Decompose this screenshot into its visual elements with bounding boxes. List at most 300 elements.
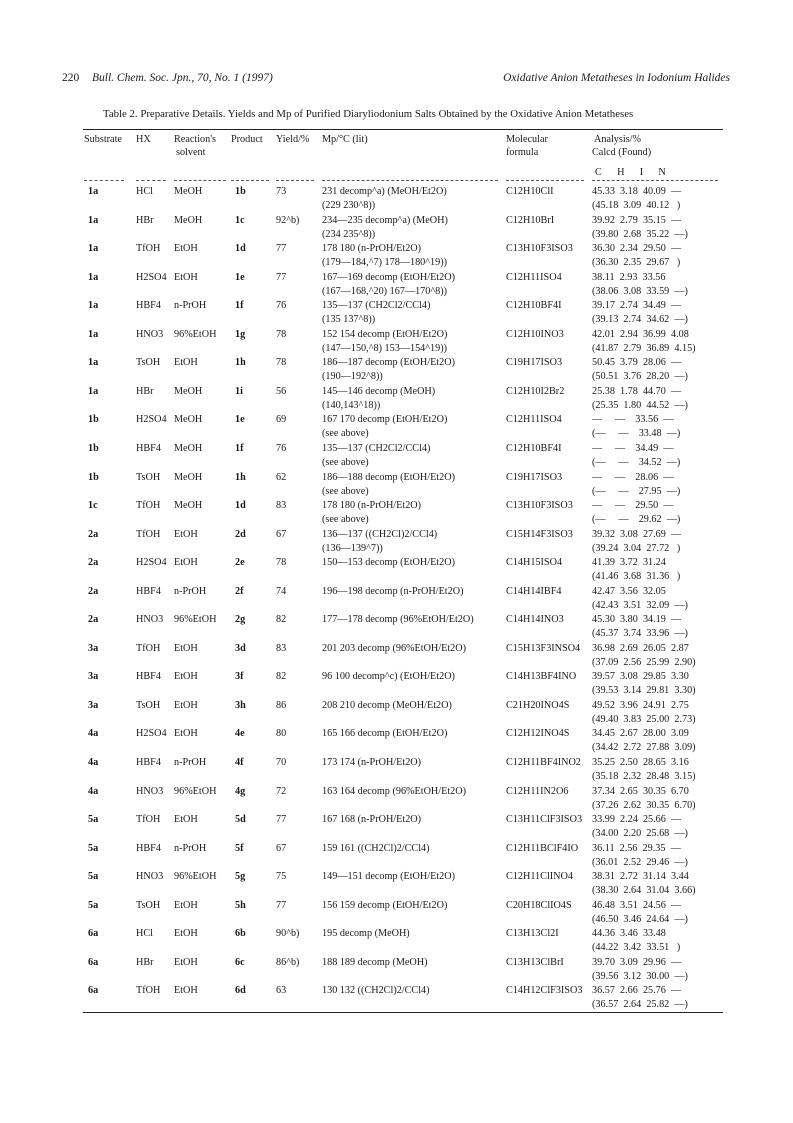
cell-lit: (see above) bbox=[322, 514, 369, 526]
table-row bbox=[0, 814, 793, 844]
cell-yield: 82 bbox=[276, 614, 287, 626]
cell-solvent: 96%EtOH bbox=[174, 871, 217, 883]
col-header-solvent-1: Reaction's bbox=[174, 134, 217, 145]
cell-hx: HBr bbox=[136, 956, 154, 968]
cell-lit: (167—168,^20) 167—170^8)) bbox=[322, 285, 448, 297]
cell-product: 1c bbox=[235, 214, 245, 226]
cell-found: (35.18 2.32 28.48 3.15) bbox=[592, 771, 696, 782]
cell-yield: 77 bbox=[276, 243, 287, 255]
cell-yield: 77 bbox=[276, 271, 287, 283]
cell-yield: 86 bbox=[276, 699, 287, 711]
cell-formula: C12H11ClINO4 bbox=[506, 871, 573, 883]
cell-substrate: 2a bbox=[88, 528, 99, 540]
cell-formula: C19H17ISO3 bbox=[506, 471, 563, 483]
cell-substrate: 1a bbox=[88, 357, 99, 369]
cell-lit: (147—150,^8) 153—154^19)) bbox=[322, 342, 448, 354]
cell-product: 5d bbox=[235, 814, 246, 826]
cell-hx: TfOH bbox=[136, 528, 161, 540]
cell-calcd: 38.11 2.93 33.56 bbox=[592, 271, 666, 283]
cell-substrate: 1a bbox=[88, 300, 99, 312]
cell-mp: 152 154 decomp (EtOH/Et2O) bbox=[322, 328, 448, 340]
table-row bbox=[0, 329, 793, 359]
cell-formula: C14H13BF4INO bbox=[506, 671, 577, 683]
cell-calcd: 39.32 3.08 27.69 — bbox=[592, 528, 682, 540]
cell-found: (34.00 2.20 25.68 —) bbox=[592, 828, 688, 840]
cell-yield: 77 bbox=[276, 899, 287, 911]
cell-substrate: 3a bbox=[88, 699, 99, 711]
cell-solvent: EtOH bbox=[174, 899, 198, 911]
table-row bbox=[0, 671, 793, 701]
cell-hx: TfOH bbox=[136, 642, 161, 654]
cell-mp: 178 180 (n-PrOH/Et2O) bbox=[322, 500, 422, 512]
cell-calcd: 45.30 3.80 34.19 — bbox=[592, 614, 682, 626]
cell-yield: 70 bbox=[276, 757, 287, 768]
cell-product: 5f bbox=[235, 842, 244, 854]
col-header-yield: Yield/% bbox=[276, 134, 310, 145]
table-row bbox=[0, 728, 793, 758]
cell-solvent: EtOH bbox=[174, 928, 198, 940]
cell-substrate: 1b bbox=[88, 442, 99, 454]
cell-yield: 83 bbox=[276, 500, 287, 512]
cell-hx: H2SO4 bbox=[136, 728, 167, 740]
table-row bbox=[0, 215, 793, 245]
cell-lit: (see above) bbox=[322, 428, 369, 440]
cell-substrate: 5a bbox=[88, 814, 99, 826]
cell-product: 2d bbox=[235, 528, 246, 540]
cell-calcd: — — 34.49 — bbox=[592, 442, 674, 454]
cell-substrate: 6a bbox=[88, 928, 99, 940]
cell-formula: C13H13Cl2I bbox=[506, 928, 559, 940]
cell-product: 1h bbox=[235, 357, 246, 369]
cell-found: (42.43 3.51 32.09 —) bbox=[592, 599, 688, 611]
cell-mp: 135—137 (CH2Cl2/CCl4) bbox=[322, 442, 431, 454]
col-header-elements: C H I N bbox=[595, 167, 666, 178]
cell-found: (50.51 3.76 28.20 —) bbox=[592, 371, 688, 383]
col-header-formula-1: Molecular bbox=[506, 134, 548, 145]
cell-calcd: 36.30 2.34 29.50 — bbox=[592, 243, 682, 255]
cell-mp: 135—137 (CH2Cl2/CCl4) bbox=[322, 300, 431, 312]
cell-found: (25.35 1.80 44.52 —) bbox=[592, 399, 688, 411]
header-underline bbox=[322, 180, 498, 181]
cell-hx: TfOH bbox=[136, 500, 161, 512]
cell-found: (— — 27.95 —) bbox=[592, 485, 681, 497]
cell-calcd: 39.57 3.08 29.85 3.30 bbox=[592, 671, 689, 683]
cell-product: 1d bbox=[235, 243, 246, 255]
cell-product: 1f bbox=[235, 300, 244, 312]
cell-mp: 136—137 ((CH2Cl)2/CCl4) bbox=[322, 528, 438, 540]
cell-solvent: EtOH bbox=[174, 243, 198, 255]
cell-mp: 150—153 decomp (EtOH/Et2O) bbox=[322, 557, 455, 569]
cell-mp: 145—146 decomp (MeOH) bbox=[322, 385, 436, 397]
cell-mp: 195 decomp (MeOH) bbox=[322, 928, 410, 940]
table-row bbox=[0, 614, 793, 644]
cell-product: 3f bbox=[235, 671, 244, 683]
cell-substrate: 2a bbox=[88, 614, 99, 626]
cell-product: 1b bbox=[235, 186, 246, 197]
cell-substrate: 4a bbox=[88, 728, 99, 740]
cell-calcd: 45.33 3.18 40.09 — bbox=[592, 186, 682, 197]
table-row bbox=[0, 386, 793, 416]
cell-found: (45.18 3.09 40.12 ) bbox=[592, 200, 681, 211]
cell-calcd: 25.38 1.78 44.70 — bbox=[592, 385, 682, 397]
cell-solvent: EtOH bbox=[174, 357, 198, 369]
header-underline bbox=[506, 180, 584, 181]
cell-solvent: EtOH bbox=[174, 671, 198, 683]
cell-formula: C13H11ClF3ISO3 bbox=[506, 814, 583, 826]
cell-hx: HBF4 bbox=[136, 671, 161, 683]
cell-calcd: 50.45 3.79 28.06 — bbox=[592, 357, 682, 369]
cell-yield: 67 bbox=[276, 842, 287, 854]
cell-calcd: 46.48 3.51 24.56 — bbox=[592, 899, 682, 911]
cell-product: 1i bbox=[235, 385, 243, 397]
journal-citation: Bull. Chem. Soc. Jpn., 70, No. 1 (1997) bbox=[92, 72, 273, 84]
cell-lit: (229 230^8)) bbox=[322, 200, 376, 211]
cell-solvent: n-PrOH bbox=[174, 585, 207, 597]
cell-calcd: — — 29.50 — bbox=[592, 500, 674, 512]
cell-mp: 165 166 decomp (EtOH/Et2O) bbox=[322, 728, 448, 740]
cell-mp: 96 100 decomp^c) (EtOH/Et2O) bbox=[322, 671, 455, 683]
cell-calcd: 44.36 3.46 33.48 bbox=[592, 928, 666, 940]
cell-substrate: 5a bbox=[88, 899, 99, 911]
cell-calcd: 39.92 2.79 35.15 — bbox=[592, 214, 682, 226]
table-row bbox=[0, 272, 793, 302]
cell-mp: 167 168 (n-PrOH/Et2O) bbox=[322, 814, 422, 826]
table-row bbox=[0, 871, 793, 901]
cell-calcd: 42.01 2.94 36.99 4.08 bbox=[592, 328, 689, 340]
cell-yield: 80 bbox=[276, 728, 287, 740]
cell-hx: TfOH bbox=[136, 814, 161, 826]
cell-product: 1d bbox=[235, 500, 246, 512]
header-underline bbox=[174, 180, 226, 181]
cell-formula: C12H11IN2O6 bbox=[506, 785, 569, 797]
cell-product: 2g bbox=[235, 614, 246, 626]
cell-formula: C12H10ClI bbox=[506, 186, 554, 197]
table-row bbox=[0, 928, 793, 958]
cell-solvent: EtOH bbox=[174, 728, 198, 740]
col-header-analysis-1: Analysis/% bbox=[594, 134, 641, 145]
cell-product: 5g bbox=[235, 871, 246, 883]
table-row bbox=[0, 786, 793, 816]
cell-hx: HCl bbox=[136, 928, 153, 940]
cell-lit: (179—184,^7) 178—180^19)) bbox=[322, 257, 448, 269]
cell-hx: TsOH bbox=[136, 899, 161, 911]
cell-hx: HBF4 bbox=[136, 757, 161, 768]
cell-yield: 74 bbox=[276, 585, 287, 597]
cell-hx: TsOH bbox=[136, 357, 161, 369]
cell-lit: (135 137^8)) bbox=[322, 314, 376, 326]
cell-yield: 72 bbox=[276, 785, 287, 797]
cell-hx: HBF4 bbox=[136, 585, 161, 597]
cell-calcd: 38.31 2.72 31.14 3.44 bbox=[592, 871, 689, 883]
cell-calcd: 36.98 2.69 26.05 2.87 bbox=[592, 642, 689, 654]
cell-formula: C12H10BF4I bbox=[506, 300, 562, 312]
cell-found: (— — 29.62 —) bbox=[592, 514, 681, 526]
table-row bbox=[0, 243, 793, 273]
cell-formula: C14H14IBF4 bbox=[506, 585, 562, 597]
cell-found: (— — 34.52 —) bbox=[592, 456, 681, 468]
cell-found: (36.57 2.64 25.82 —) bbox=[592, 999, 688, 1011]
table-row bbox=[0, 586, 793, 616]
cell-mp: 201 203 decomp (96%EtOH/Et2O) bbox=[322, 642, 467, 654]
cell-hx: HBr bbox=[136, 214, 154, 226]
cell-hx: HNO3 bbox=[136, 871, 164, 883]
cell-found: (38.30 2.64 31.04 3.66) bbox=[592, 885, 696, 897]
cell-product: 4e bbox=[235, 728, 245, 740]
table-row bbox=[0, 357, 793, 387]
cell-lit: (see above) bbox=[322, 456, 369, 468]
cell-found: (41.46 3.68 31.36 ) bbox=[592, 571, 681, 583]
cell-found: (37.26 2.62 30.35 6.70) bbox=[592, 799, 696, 811]
cell-formula: C12H11ISO4 bbox=[506, 414, 562, 426]
cell-mp: 149—151 decomp (EtOH/Et2O) bbox=[322, 871, 455, 883]
cell-mp: 167 170 decomp (EtOH/Et2O) bbox=[322, 414, 448, 426]
cell-found: (38.06 3.08 33.59 —) bbox=[592, 285, 688, 297]
cell-calcd: 39.70 3.09 29.96 — bbox=[592, 956, 682, 968]
cell-formula: C12H10INO3 bbox=[506, 328, 564, 340]
cell-hx: HNO3 bbox=[136, 328, 164, 340]
cell-product: 4f bbox=[235, 757, 244, 768]
cell-calcd: — — 33.56 — bbox=[592, 414, 674, 426]
table-row bbox=[0, 757, 793, 787]
header-underline bbox=[592, 180, 718, 181]
cell-solvent: EtOH bbox=[174, 642, 198, 654]
cell-mp: 163 164 decomp (96%EtOH/Et2O) bbox=[322, 785, 467, 797]
cell-yield: 67 bbox=[276, 528, 287, 540]
cell-yield: 83 bbox=[276, 642, 287, 654]
table-top-rule bbox=[83, 129, 723, 130]
cell-solvent: 96%EtOH bbox=[174, 785, 217, 797]
cell-formula: C12H12INO4S bbox=[506, 728, 570, 740]
cell-yield: 86^b) bbox=[276, 956, 300, 968]
cell-calcd: 36.57 2.66 25.76 — bbox=[592, 985, 682, 997]
cell-solvent: 96%EtOH bbox=[174, 614, 217, 626]
cell-substrate: 1a bbox=[88, 271, 99, 283]
cell-mp: 173 174 (n-PrOH/Et2O) bbox=[322, 757, 422, 768]
cell-hx: HBF4 bbox=[136, 442, 161, 454]
cell-product: 3d bbox=[235, 642, 246, 654]
cell-found: (39.80 2.68 35.22 —) bbox=[592, 228, 688, 240]
cell-substrate: 5a bbox=[88, 871, 99, 883]
cell-solvent: EtOH bbox=[174, 985, 198, 997]
cell-mp: 188 189 decomp (MeOH) bbox=[322, 956, 428, 968]
cell-substrate: 1a bbox=[88, 243, 99, 255]
cell-lit: (136—139^7)) bbox=[322, 542, 383, 554]
cell-substrate: 1a bbox=[88, 328, 99, 340]
table-row bbox=[0, 700, 793, 730]
table-bottom-rule bbox=[83, 1012, 723, 1013]
cell-yield: 63 bbox=[276, 985, 287, 997]
header-underline bbox=[231, 180, 269, 181]
cell-solvent: MeOH bbox=[174, 500, 203, 512]
cell-substrate: 6a bbox=[88, 956, 99, 968]
cell-formula: C19H17ISO3 bbox=[506, 357, 563, 369]
cell-substrate: 3a bbox=[88, 671, 99, 683]
cell-yield: 82 bbox=[276, 671, 287, 683]
cell-calcd: 34.45 2.67 28.00 3.09 bbox=[592, 728, 689, 740]
cell-solvent: MeOH bbox=[174, 414, 203, 426]
cell-solvent: MeOH bbox=[174, 186, 203, 197]
cell-calcd: 36.11 2.56 29.35 — bbox=[592, 842, 681, 854]
cell-solvent: MeOH bbox=[174, 385, 203, 397]
table-row bbox=[0, 843, 793, 873]
cell-yield: 92^b) bbox=[276, 214, 300, 226]
cell-substrate: 4a bbox=[88, 757, 99, 768]
cell-solvent: EtOH bbox=[174, 699, 198, 711]
cell-substrate: 3a bbox=[88, 642, 99, 654]
cell-formula: C14H14INO3 bbox=[506, 614, 564, 626]
cell-yield: 90^b) bbox=[276, 928, 300, 940]
col-header-mp: Mp/°C (lit) bbox=[322, 134, 368, 145]
cell-formula: C13H13ClBrI bbox=[506, 956, 564, 968]
cell-substrate: 5a bbox=[88, 842, 99, 854]
cell-substrate: 1b bbox=[88, 414, 99, 426]
cell-found: (41.87 2.79 36.89 4.15) bbox=[592, 342, 696, 354]
cell-formula: C15H13F3INSO4 bbox=[506, 642, 581, 654]
cell-hx: H2SO4 bbox=[136, 557, 167, 569]
page-number: 220 bbox=[62, 72, 80, 84]
table-row bbox=[0, 186, 793, 216]
cell-found: (39.13 2.74 34.62 —) bbox=[592, 314, 688, 326]
col-header-product: Product bbox=[231, 134, 263, 145]
cell-solvent: n-PrOH bbox=[174, 842, 207, 854]
header-underline bbox=[276, 180, 314, 181]
table-row bbox=[0, 900, 793, 930]
cell-product: 6b bbox=[235, 928, 246, 940]
cell-product: 6c bbox=[235, 956, 245, 968]
header-underline bbox=[136, 180, 166, 181]
cell-yield: 77 bbox=[276, 814, 287, 826]
cell-mp: 208 210 decomp (MeOH/Et2O) bbox=[322, 699, 452, 711]
cell-calcd: 37.34 2.65 30.35 6.70 bbox=[592, 785, 689, 797]
cell-found: (34.42 2.72 27.88 3.09) bbox=[592, 742, 696, 754]
cell-yield: 78 bbox=[276, 357, 287, 369]
cell-found: (39.24 3.04 27.72 ) bbox=[592, 542, 681, 554]
cell-mp: 234—235 decomp^a) (MeOH) bbox=[322, 214, 448, 226]
cell-hx: HNO3 bbox=[136, 614, 164, 626]
cell-hx: HBr bbox=[136, 385, 154, 397]
cell-formula: C14H15ISO4 bbox=[506, 557, 563, 569]
cell-product: 1f bbox=[235, 442, 244, 454]
cell-found: (45.37 3.74 33.96 —) bbox=[592, 628, 688, 640]
cell-mp: 167—169 decomp (EtOH/Et2O) bbox=[322, 271, 455, 283]
cell-substrate: 1c bbox=[88, 500, 98, 512]
cell-calcd: 49.52 3.96 24.91 2.75 bbox=[592, 699, 689, 711]
cell-mp: 178 180 (n-PrOH/Et2O) bbox=[322, 243, 422, 255]
cell-substrate: 4a bbox=[88, 785, 99, 797]
cell-solvent: EtOH bbox=[174, 528, 198, 540]
cell-lit: (see above) bbox=[322, 485, 369, 497]
cell-solvent: EtOH bbox=[174, 557, 198, 569]
table-row bbox=[0, 472, 793, 502]
cell-yield: 56 bbox=[276, 385, 287, 397]
cell-product: 2e bbox=[235, 557, 245, 569]
cell-hx: TsOH bbox=[136, 471, 161, 483]
cell-product: 2f bbox=[235, 585, 244, 597]
cell-substrate: 1a bbox=[88, 214, 99, 226]
cell-solvent: MeOH bbox=[174, 442, 203, 454]
table-row bbox=[0, 643, 793, 673]
cell-calcd: 33.99 2.24 25.66 — bbox=[592, 814, 682, 826]
cell-product: 5h bbox=[235, 899, 246, 911]
table-row bbox=[0, 529, 793, 559]
cell-solvent: MeOH bbox=[174, 471, 203, 483]
cell-substrate: 6a bbox=[88, 985, 99, 997]
cell-substrate: 1a bbox=[88, 385, 99, 397]
cell-calcd: — — 28.06 — bbox=[592, 471, 674, 483]
cell-product: 1e bbox=[235, 414, 245, 426]
cell-mp: 156 159 decomp (EtOH/Et2O) bbox=[322, 899, 448, 911]
cell-product: 4g bbox=[235, 785, 246, 797]
header-underline bbox=[84, 180, 124, 181]
table-row bbox=[0, 414, 793, 444]
cell-formula: C20H18ClIO4S bbox=[506, 899, 572, 911]
cell-lit: (190—192^8)) bbox=[322, 371, 383, 383]
cell-hx: HBF4 bbox=[136, 300, 161, 312]
cell-hx: TfOH bbox=[136, 243, 161, 255]
cell-formula: C13H10F3ISO3 bbox=[506, 243, 573, 255]
cell-solvent: EtOH bbox=[174, 956, 198, 968]
cell-formula: C12H11ISO4 bbox=[506, 271, 562, 283]
cell-found: (37.09 2.56 25.99 2.90) bbox=[592, 656, 696, 668]
cell-product: 1e bbox=[235, 271, 245, 283]
cell-mp: 186—188 decomp (EtOH/Et2O) bbox=[322, 471, 455, 483]
col-header-formula-2: formula bbox=[506, 147, 539, 158]
cell-yield: 76 bbox=[276, 300, 287, 312]
cell-product: 1g bbox=[235, 328, 246, 340]
table-row bbox=[0, 300, 793, 330]
cell-found: (— — 33.48 —) bbox=[592, 428, 681, 440]
cell-calcd: 42.47 3.56 32.05 bbox=[592, 585, 666, 597]
page-header bbox=[62, 72, 730, 88]
cell-mp: 186—187 decomp (EtOH/Et2O) bbox=[322, 357, 455, 369]
table-row bbox=[0, 443, 793, 473]
cell-solvent: EtOH bbox=[174, 271, 198, 283]
cell-mp: 177—178 decomp (96%EtOH/Et2O) bbox=[322, 614, 474, 626]
cell-formula: C12H11BClF4IO bbox=[506, 842, 579, 854]
cell-formula: C12H10BF4I bbox=[506, 442, 562, 454]
table-row bbox=[0, 557, 793, 587]
cell-substrate: 1a bbox=[88, 186, 99, 197]
cell-lit: (140,143^18)) bbox=[322, 399, 381, 411]
cell-yield: 73 bbox=[276, 186, 287, 197]
col-header-solvent-2: solvent bbox=[176, 147, 206, 158]
cell-hx: HBF4 bbox=[136, 842, 161, 854]
cell-solvent: 96%EtOH bbox=[174, 328, 217, 340]
cell-hx: TfOH bbox=[136, 985, 161, 997]
cell-calcd: 35.25 2.50 28.65 3.16 bbox=[592, 757, 689, 768]
cell-found: (46.50 3.46 24.64 —) bbox=[592, 913, 688, 925]
cell-yield: 78 bbox=[276, 328, 287, 340]
cell-found: (39.53 3.14 29.81 3.30) bbox=[592, 685, 696, 697]
cell-formula: C14H12ClF3ISO3 bbox=[506, 985, 583, 997]
running-title: Oxidative Anion Metatheses in Iodonium Halides bbox=[503, 72, 730, 84]
cell-found: (49.40 3.83 25.00 2.73) bbox=[592, 713, 696, 725]
cell-formula: C13H10F3ISO3 bbox=[506, 500, 573, 512]
cell-product: 6d bbox=[235, 985, 246, 997]
cell-formula: C12H10BrI bbox=[506, 214, 555, 226]
table-row bbox=[0, 500, 793, 530]
cell-yield: 69 bbox=[276, 414, 287, 426]
cell-solvent: EtOH bbox=[174, 814, 198, 826]
table-row bbox=[0, 957, 793, 987]
col-header-hx: HX bbox=[136, 134, 151, 145]
table-caption: Table 2. Preparative Details. Yields and Mp of Purified Diaryliodonium Salts Obtained by the Oxidative Anion Metatheses bbox=[103, 108, 634, 120]
cell-calcd: 39.17 2.74 34.49 — bbox=[592, 300, 682, 312]
cell-found: (36.01 2.52 29.46 —) bbox=[592, 856, 688, 868]
cell-yield: 75 bbox=[276, 871, 287, 883]
cell-substrate: 2a bbox=[88, 557, 99, 569]
cell-found: (44.22 3.42 33.51 ) bbox=[592, 942, 681, 954]
